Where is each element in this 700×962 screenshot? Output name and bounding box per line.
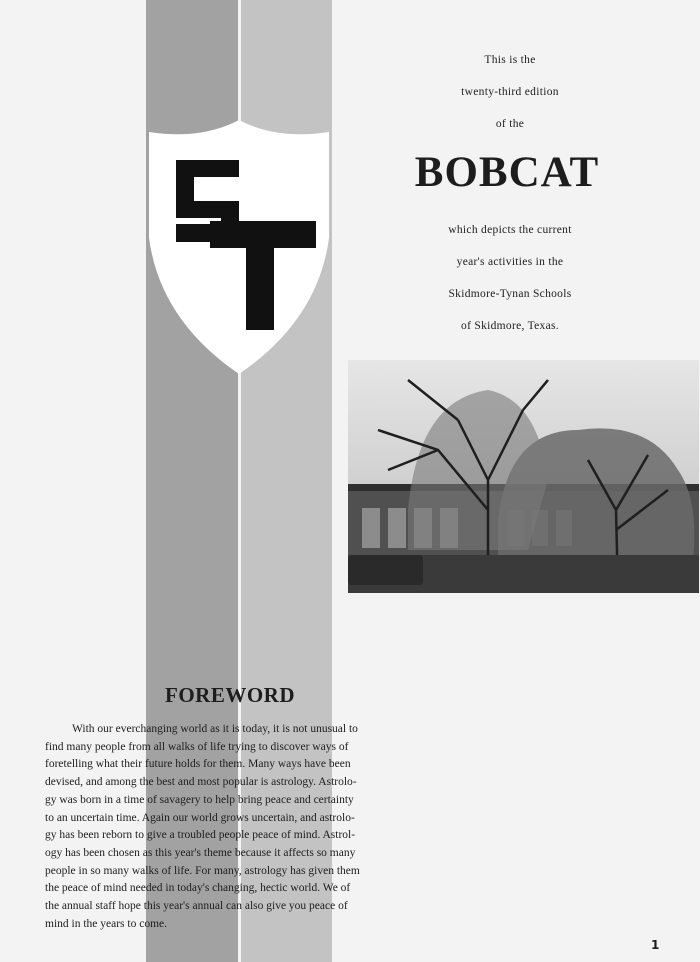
foreword-line: the annual staff hope this year's annual can also give you peace of [45,900,348,913]
foreword-line: ogy has been chosen as this year's theme because it affects so many [45,846,356,859]
yearbook-title: BOBCAT [414,149,600,196]
page-number: 1 [651,938,660,952]
foreword-line: mind in the years to come. [45,917,167,930]
foreword-body [45,721,440,933]
intro-line-3: of the [495,118,525,130]
foreword-line: With our everchanging world as it is today, it is not unusual to [72,723,358,735]
foreword-heading: FOREWORD [165,683,295,707]
school-building-photo [348,360,699,593]
description-line-4: of Skidmore, Texas. [461,320,559,332]
description-line-1: which depicts the current [448,224,572,236]
foreword-line: people in so many walks of life. For many, astrology has given them [45,864,360,877]
hedge-top [348,555,423,585]
foreword-line: find many people from all walks of life trying to discover ways of [45,740,349,753]
foreword-line: devised, and among the best and most popular is astrology. Astrolo- [45,776,357,789]
description-line-3: Skidmore-Tynan Schools [448,288,572,300]
foreword-line: to an uncertain time. Again our world grows uncertain, and astrolo- [45,811,355,824]
foreword-line: the peace of mind needed in today's changing, hectic world. We of [45,882,351,895]
foreword-line: gy has been reborn to give a troubled people peace of mind. Astrol- [45,829,356,842]
foreword-line: foretelling what their future holds for them. Many ways have been [45,758,351,771]
intro-line-2: twenty-third edition [461,86,559,98]
foreword-line: gy was born in a time of savagery to help bring peace and certainty [45,793,354,806]
description-line-2: year's activities in the [456,256,564,268]
intro-line-1: This is the [484,54,536,66]
shield-emblem [146,120,332,376]
